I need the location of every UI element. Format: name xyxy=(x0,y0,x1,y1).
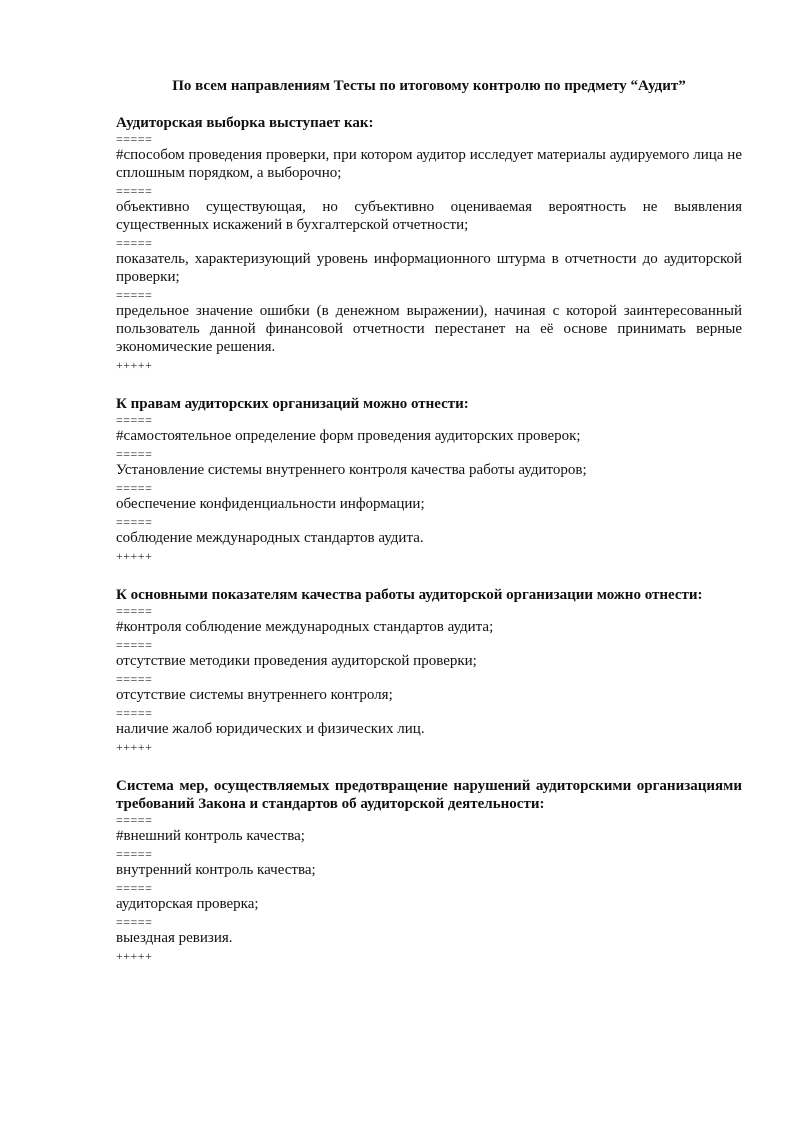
answer-option: #внешний контроль качества; xyxy=(116,828,305,844)
answer-separator: ===== xyxy=(116,481,153,495)
answer-separator: ===== xyxy=(116,672,153,686)
document-title: По всем направлениям Тесты по итоговому контролю по предмету “Аудит” xyxy=(172,78,686,94)
question-end-marker: +++++ xyxy=(116,549,153,563)
answer-option: показатель, характеризующий уровень информационного штурма в отчетности до аудиторской проверки; xyxy=(116,251,742,285)
document-page xyxy=(116,76,742,986)
answer-separator: ===== xyxy=(116,638,153,652)
question-heading: К основными показателям качества работы аудиторской организации можно отнести: xyxy=(116,587,703,603)
answer-option: выездная ревизия. xyxy=(116,930,233,946)
question-heading: К правам аудиторских организаций можно отнести: xyxy=(116,396,469,412)
answer-option: внутренний контроль качества; xyxy=(116,862,316,878)
answer-separator: ===== xyxy=(116,413,153,427)
answer-option: аудиторская проверка; xyxy=(116,896,259,912)
question-heading: Система мер, осуществляемых предотвращение нарушений аудиторскими организациями требований Закона и стандартов об аудиторской деятельности: xyxy=(116,778,742,812)
answer-option: #способом проведения проверки, при котором аудитор исследует материалы аудируемого лица не сплошным порядком, а выборочно; xyxy=(116,147,742,181)
answer-separator: ===== xyxy=(116,132,153,146)
answer-separator: ===== xyxy=(116,847,153,861)
answer-option: #контроля соблюдение международных стандартов аудита; xyxy=(116,619,494,635)
question-heading: Аудиторская выборка выступает как: xyxy=(116,115,374,131)
answer-option: #самостоятельное определение форм проведения аудиторских проверок; xyxy=(116,428,581,444)
answer-separator: ===== xyxy=(116,184,153,198)
answer-separator: ===== xyxy=(116,915,153,929)
question-block xyxy=(116,777,742,963)
answer-option: отсутствие методики проведения аудиторской проверки; xyxy=(116,653,477,669)
question-end-marker: +++++ xyxy=(116,949,153,963)
question-block xyxy=(116,114,742,372)
answer-option: предельное значение ошибки (в денежном выражении), начиная с которой заинтересованный пользователь данной финансовой отчетности перестанет на её основе принимать верные экономические решения. xyxy=(116,303,742,355)
answer-separator: ===== xyxy=(116,447,153,461)
question-block xyxy=(116,395,742,563)
answer-option: обеспечение конфиденциальности информации; xyxy=(116,496,425,512)
question-end-marker: +++++ xyxy=(116,358,153,372)
answer-option: Установление системы внутреннего контроля качества работы аудиторов; xyxy=(116,462,587,478)
answer-option: объективно существующая, но субъективно оцениваемая вероятность не выявления существенных искажений в бухгалтерской отчетности; xyxy=(116,199,742,233)
answer-option: соблюдение международных стандартов аудита. xyxy=(116,530,424,546)
answer-separator: ===== xyxy=(116,604,153,618)
question-end-marker: +++++ xyxy=(116,740,153,754)
answer-separator: ===== xyxy=(116,881,153,895)
answer-separator: ===== xyxy=(116,515,153,529)
answer-option: наличие жалоб юридических и физических лиц. xyxy=(116,721,425,737)
answer-separator: ===== xyxy=(116,813,153,827)
question-block xyxy=(116,586,742,754)
answer-option: отсутствие системы внутреннего контроля; xyxy=(116,687,393,703)
answer-separator: ===== xyxy=(116,236,153,250)
answer-separator: ===== xyxy=(116,706,153,720)
answer-separator: ===== xyxy=(116,288,153,302)
